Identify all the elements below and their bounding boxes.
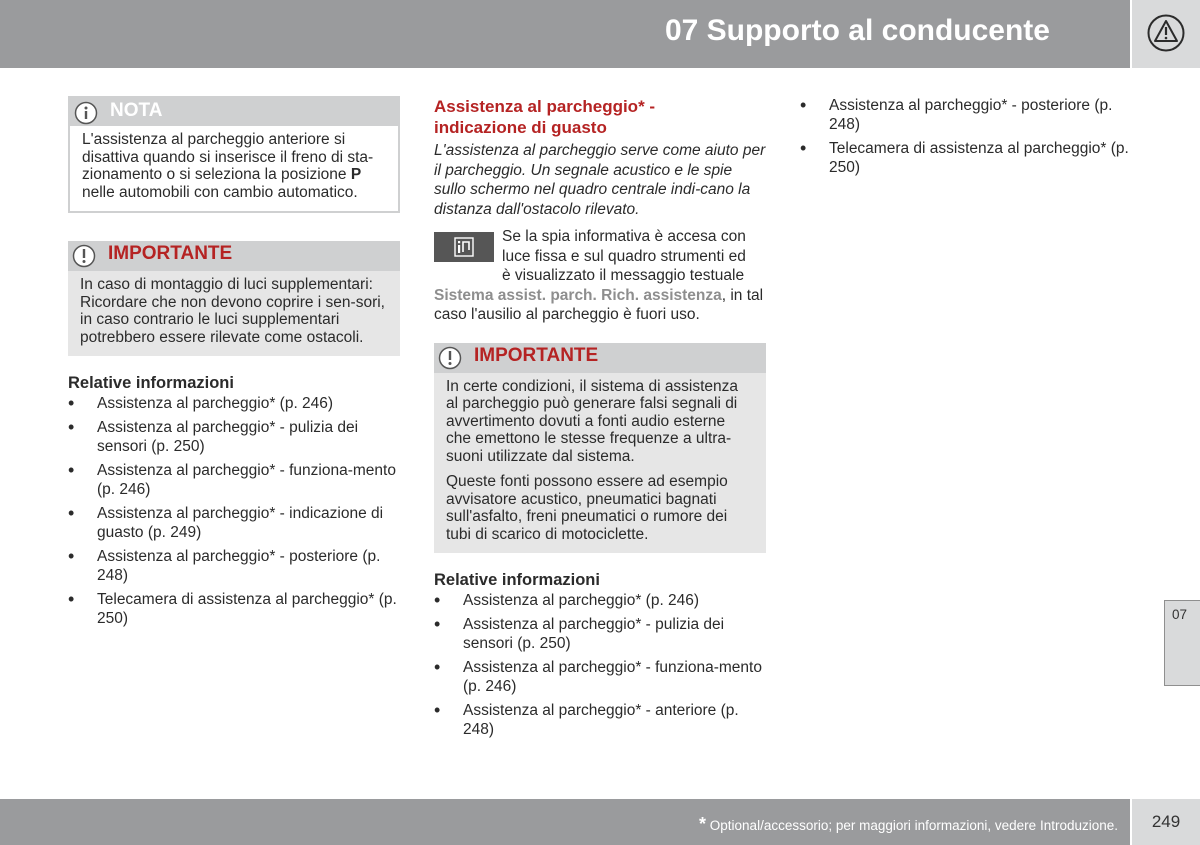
chapter-title: 07 Supporto al conducente [664,14,1050,47]
related-link[interactable]: • Assistenza al parcheggio* - pulizia dei sensori (p. 250) [434,615,766,653]
related-info-2 [434,571,766,739]
section-title: Assistenza al parcheggio* - indicazione di guasto [434,97,656,137]
info-continuation: Sistema assist. parch. Rich. assistenza, in tal caso l'ausilio al parcheggio è fuori uso. [434,286,764,323]
page-footer [0,799,1130,845]
related-list-3 [800,96,1130,177]
section-intro: L'assistenza al parcheggio serve come aiuto per il parcheggio. Un segnale acustico e le spie sullo schermo nel quadro centrale indi-cano la distanza dall'ostacolo rilevato. [434,142,766,218]
page-number: 249 [1132,799,1200,845]
related-info-1 [68,374,400,628]
related-link[interactable]: • Assistenza al parcheggio* - funziona-mento (p. 246) [434,658,766,696]
column-1 [68,96,400,633]
related-link[interactable]: • Assistenza al parcheggio* - posteriore (p. 248) [68,547,400,585]
related-link[interactable]: • Assistenza al parcheggio* - posteriore (p. 248) [800,96,1130,134]
info-line-2: luce fissa e sul quadro strumenti ed [502,247,746,265]
info-warning-icon [434,232,494,262]
chapter-tab[interactable] [1164,600,1200,686]
importante-label-1: IMPORTANTE [108,243,233,264]
importante-box-2 [434,343,766,554]
related-link[interactable]: • Assistenza al parcheggio* - pulizia dei sensori (p. 250) [68,418,400,456]
nota-header [70,98,398,126]
info-line-1: Se la spia informativa è accesa con [502,228,746,245]
importante-p1: In certe condizioni, il sistema di assistenza al parcheggio può generare falsi segnali di avvertimento dovuti a fonti audio esterne che emettono le stesse frequenze a ultra-suoni utilizzate dal sistema. [446,377,739,465]
importante-text-1: In caso di montaggio di luci supplementari: Ricordare che non devono coprire i sen-sori, in caso contrario le luci supplementari potrebbero essere rilevate come ostacoli. [80,276,385,346]
related-link[interactable]: • Telecamera di assistenza al parcheggio* (p. 250) [68,590,400,628]
related-title-2: Relative informazioni [434,571,600,589]
nota-text: L'assistenza al parcheggio anteriore si disattiva quando si inserisce il freno di sta-zionamento o si seleziona la posizione P nelle automobili con cambio automatico. [82,131,374,201]
related-list-1 [68,394,400,628]
importante-header-2 [434,343,766,373]
related-list-2 [434,591,766,739]
nota-body [70,126,398,211]
exclamation-circle-icon [72,244,96,268]
related-link[interactable]: • Assistenza al parcheggio* (p. 246) [68,394,400,413]
importante-p2: Queste fonti possono essere ad esempio avvisatore acustico, pneumatici bagnati sull'asfalto, freni pneumatici o rumore dei tubi di scarico di motociclette. [446,473,728,543]
header-icon-box [1132,0,1200,68]
related-link[interactable]: • Assistenza al parcheggio* - anteriore (p. 248) [434,701,766,739]
importante-box-1 [68,241,400,356]
nota-box [68,96,400,213]
importante-label-2: IMPORTANTE [474,344,599,366]
column-3 [800,96,1130,182]
importante-body-1 [68,271,400,356]
warning-triangle-icon [1146,14,1186,52]
info-line-3: è visualizzato il messaggio testuale [502,267,745,284]
related-link[interactable]: • Assistenza al parcheggio* (p. 246) [434,591,766,610]
importante-body-2 [434,373,766,554]
importante-header-1 [68,241,400,271]
info-paragraph [434,227,766,325]
related-link[interactable]: • Assistenza al parcheggio* - funziona-mento (p. 246) [68,461,400,499]
related-title-1: Relative informazioni [68,374,234,392]
column-2 [434,96,766,744]
nota-label: NOTA [110,100,163,121]
info-circle-icon [74,101,98,125]
page-header [0,0,1130,68]
related-link[interactable]: • Telecamera di assistenza al parcheggio* (p. 250) [800,139,1130,177]
message-text: Sistema assist. parch. Rich. assistenza [434,286,722,304]
chapter-tab-label: 07 [1172,607,1188,622]
related-link[interactable]: • Assistenza al parcheggio* - indicazione di guasto (p. 249) [68,504,400,542]
footer-note: * Optional/accessorio; per maggiori informazioni, vedere Introduzione. [699,814,1118,834]
exclamation-circle-icon [438,346,462,370]
